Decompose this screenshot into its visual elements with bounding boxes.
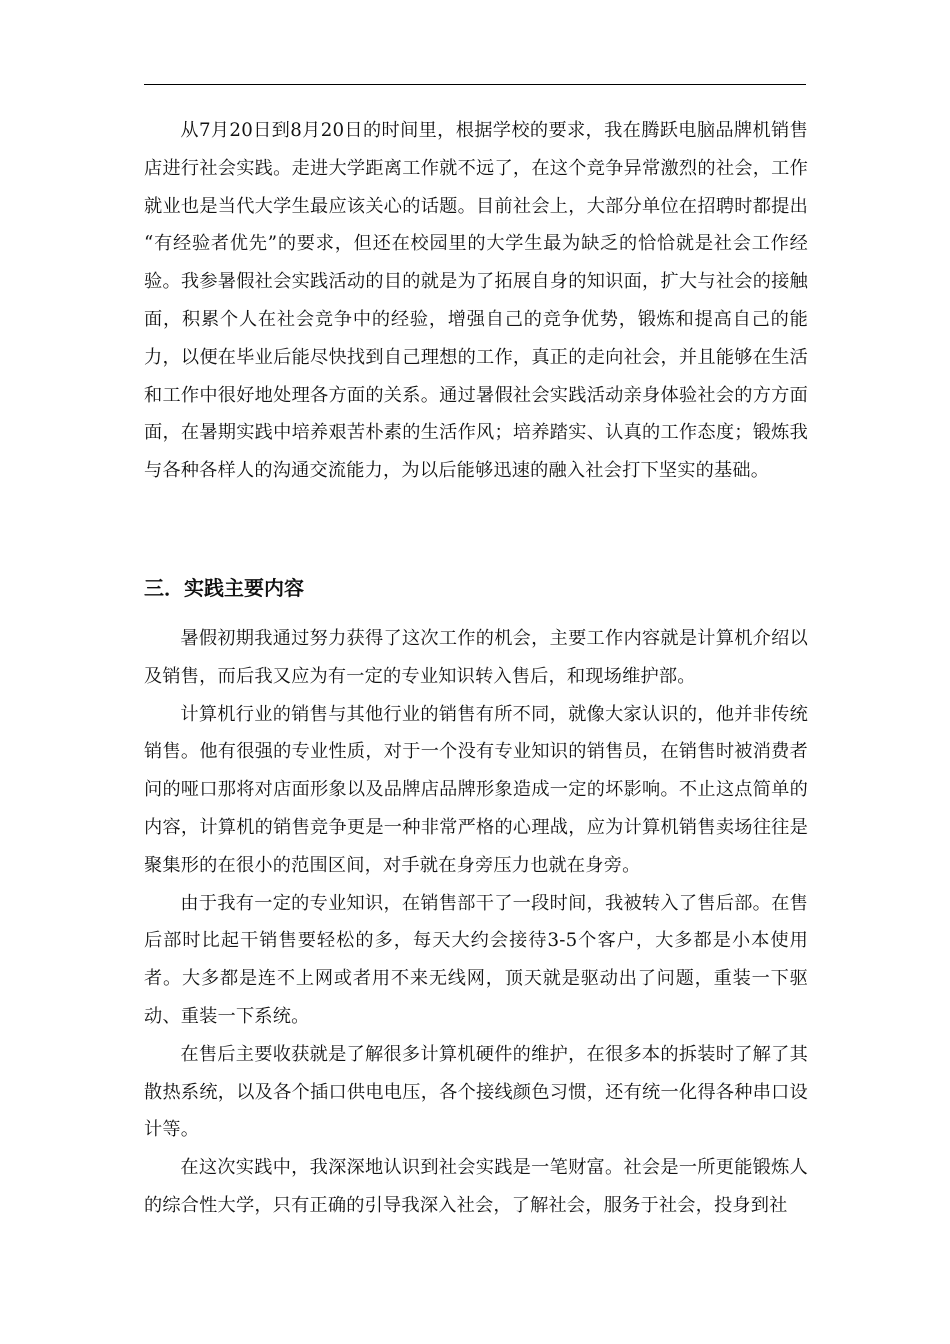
section-paragraph: 在售后主要收获就是了解很多计算机硬件的维护，在很多本的拆装时了解了其散热系统，以及各个插口供电电压，各个接线颜色习惯，还有统一化得各种串口设计等。 bbox=[144, 1043, 808, 1141]
section-body bbox=[144, 620, 808, 1225]
section-paragraph: 暑假初期我通过努力获得了这次工作的机会，主要工作内容就是计算机介绍以及销售，而后我又应为有一定的专业知识转入售后，和现场维护部。 bbox=[144, 628, 808, 687]
header-rule bbox=[144, 84, 806, 85]
section-heading: 三．实践主要内容 bbox=[144, 576, 304, 600]
intro-paragraph: 从7月20日到8月20日的时间里，根据学校的要求，我在腾跃电脑品牌机销售店进行社会实践。走进大学距离工作就不远了，在这个竞争异常激烈的社会，工作就业也是当代大学生最应该关心的话题。目前社会上，大部分单位在招聘时都提出 “有经验者优先”的要求，但还在校园里的大学生最为缺乏的恰恰就是社会工作经验。我参暑假社会实践活动的目的就是为了拓展自身的知识面，扩大与社会的接触面，积累个人在社会竞争中的经验，增强自己的竞争优势，锻炼和提高自己的能力，以便在毕业后能尽快找到自己理想的工作，真正的走向社会，并且能够在生活和工作中很好地处理各方面的关系。通过暑假社会实践活动亲身体验社会的方方面面，在暑期实践中培养艰苦朴素的生活作风；培养踏实、认真的工作态度；锻炼我与各种各样人的沟通交流能力，为以后能够迅速的融入社会打下坚实的基础。 bbox=[144, 120, 808, 482]
section-paragraph: 计算机行业的销售与其他行业的销售有所不同，就像大家认识的，他并非传统销售。他有很强的专业性质，对于一个没有专业知识的销售员，在销售时被消费者问的哑口那将对店面形象以及品牌店品牌形象造成一定的坏影响。不止这点简单的内容，计算机的销售竞争更是一种非常严格的心理战，应为计算机销售卖场往往是聚集形的在很小的范围区间，对手就在身旁压力也就在身旁。 bbox=[144, 703, 808, 876]
section-paragraph: 由于我有一定的专业知识，在销售部干了一段时间，我被转入了售后部。在售后部时比起干销售要轻松的多，每天大约会接待3-5个客户，大多都是小本使用者。大多都是连不上网或者用不来无线网，顶天就是驱动出了问题，重装一下驱动、重装一下系统。 bbox=[144, 892, 808, 1027]
section-paragraph: 在这次实践中，我深深地认识到社会实践是一笔财富。社会是一所更能锻炼人的综合性大学，只有正确的引导我深入社会，了解社会，服务于社会，投身到社 bbox=[144, 1157, 808, 1216]
section-heading-wrap bbox=[144, 574, 808, 602]
intro-section bbox=[144, 112, 808, 490]
